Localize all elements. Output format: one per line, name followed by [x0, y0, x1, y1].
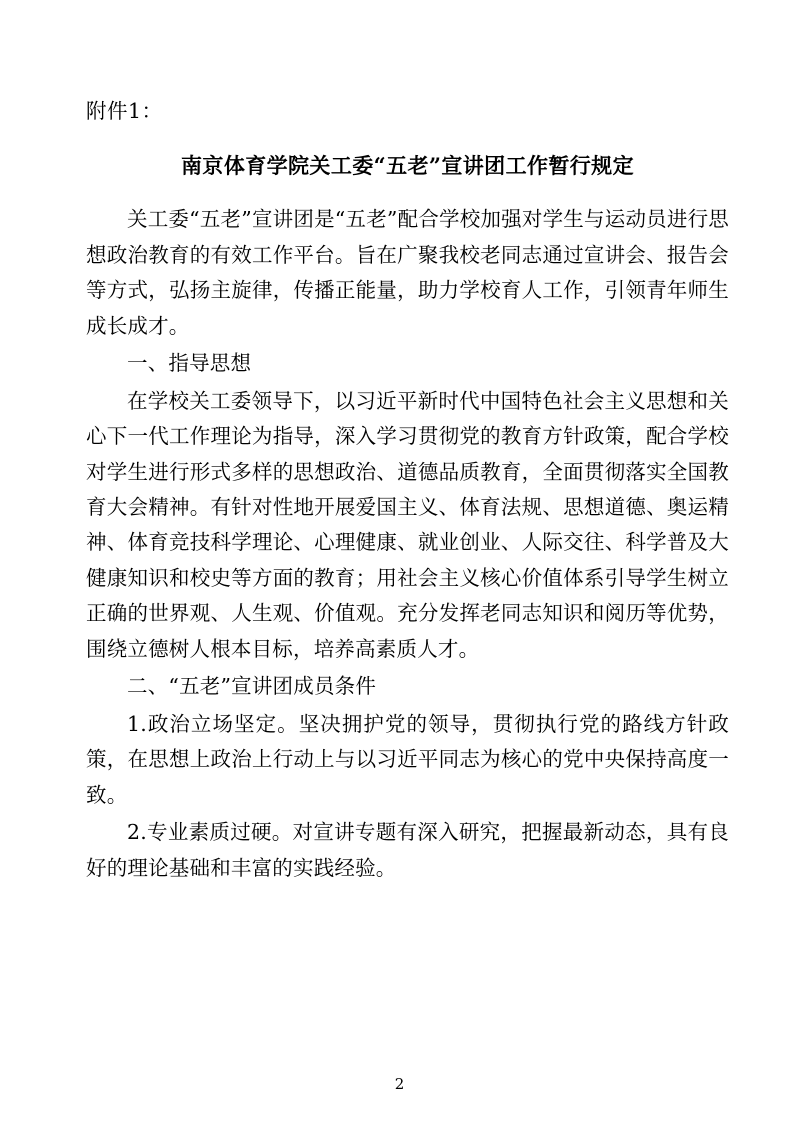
- page-title: 南京体育学院关工委“五老”宣讲团工作暂行规定: [181, 152, 634, 178]
- attachment-label: 附件1：: [86, 99, 163, 123]
- page-number: 2: [394, 1075, 405, 1093]
- section-heading-1: 一、指导思想: [127, 351, 252, 376]
- paragraph-guiding-ideology: 在学校关工委领导下，以习近平新时代中国特色社会主义思想和关心下一代工作理论为指导，深入学习贯彻党的教育方针政策，配合学校对学生进行形式多样的思想政治、道德品质教育，全面贯彻落实全国教育大会精神。有针对性地开展爱国主义、体育法规、思想道德、奥运精神、体育竞技科学理论、心理健康、就业创业、人际交往、科学普及大健康知识和校史等方面的教育；用社会主义核心价值体系引导学生树立正确的世界观、人生观、价值观。充分发挥老同志知识和阅历等优势，围绕立德树人根本目标，培养高素质人才。: [86, 388, 729, 661]
- section-heading-2: 二、“五老”宣讲团成员条件: [127, 674, 377, 699]
- paragraph-condition-1: 1.政治立场坚定。坚决拥护党的领导，贯彻执行党的路线方针政策，在思想上政治上行动上与以习近平同志为核心的党中央保持高度一致。: [86, 711, 729, 807]
- paragraph-intro: 关工委“五老”宣讲团是“五老”配合学校加强对学生与运动员进行思想政治教育的有效工作平台。旨在广聚我校老同志通过宣讲会、报告会等方式，弘扬主旋律，传播正能量，助力学校育人工作，引领青年师生成长成才。: [86, 207, 729, 338]
- paragraph-condition-2: 2.专业素质过硬。对宣讲专题有深入研究，把握最新动态，具有良好的理论基础和丰富的实践经验。: [86, 820, 729, 880]
